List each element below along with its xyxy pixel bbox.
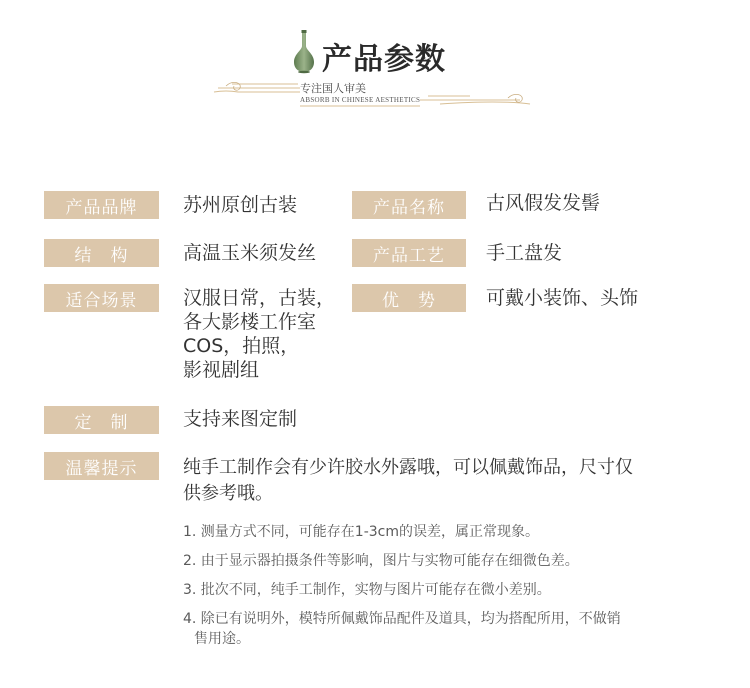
notes-list bbox=[183, 522, 733, 658]
value-custom: 支持来图定制 bbox=[183, 408, 298, 430]
label-brand: 产品品牌 bbox=[44, 191, 159, 219]
subtitle-english: ABSORB IN CHINESE AESTHETICS bbox=[300, 96, 421, 104]
note-item: 1. 测量方式不同，可能存在1-3cm的误差，属正常现象。 bbox=[183, 524, 540, 540]
value-advantage: 可戴小装饰、头饰 bbox=[486, 287, 639, 309]
vase-icon bbox=[292, 30, 316, 74]
label-custom: 定 制 bbox=[44, 406, 159, 434]
value-brand: 苏州原创古装 bbox=[183, 194, 298, 216]
label-structure: 结 构 bbox=[44, 239, 159, 267]
value-product-name: 古风假发发髻 bbox=[486, 192, 601, 214]
subtitle-chinese: 专注国人审美 bbox=[300, 82, 366, 95]
note-item: 3. 批次不同，纯手工制作，实物与图片可能存在微小差别。 bbox=[183, 582, 551, 598]
header bbox=[0, 0, 750, 120]
page-title: 产品参数 bbox=[322, 42, 446, 77]
label-advantage: 优 势 bbox=[352, 284, 466, 312]
value-structure: 高温玉米须发丝 bbox=[183, 242, 317, 264]
label-craft: 产品工艺 bbox=[352, 239, 466, 267]
value-scenario: 汉服日常，古装， 各大影楼工作室 COS，拍照， 影视剧组 bbox=[183, 287, 336, 381]
note-item: 2. 由于显示器拍摄条件等影响，图片与实物可能存在细微色差。 bbox=[183, 553, 579, 569]
note-item: 4. 除已有说明外，模特所佩戴饰品配件及道具，均为搭配所用，不做销售用途。 bbox=[183, 611, 621, 647]
label-scenario: 适合场景 bbox=[44, 284, 159, 312]
label-tips: 温馨提示 bbox=[44, 452, 159, 480]
label-product-name: 产品名称 bbox=[352, 191, 466, 219]
value-tips: 纯手工制作会有少许胶水外露哦，可以佩戴饰品，尺寸仅供参考哦。 bbox=[183, 457, 633, 504]
value-craft: 手工盘发 bbox=[486, 242, 563, 264]
